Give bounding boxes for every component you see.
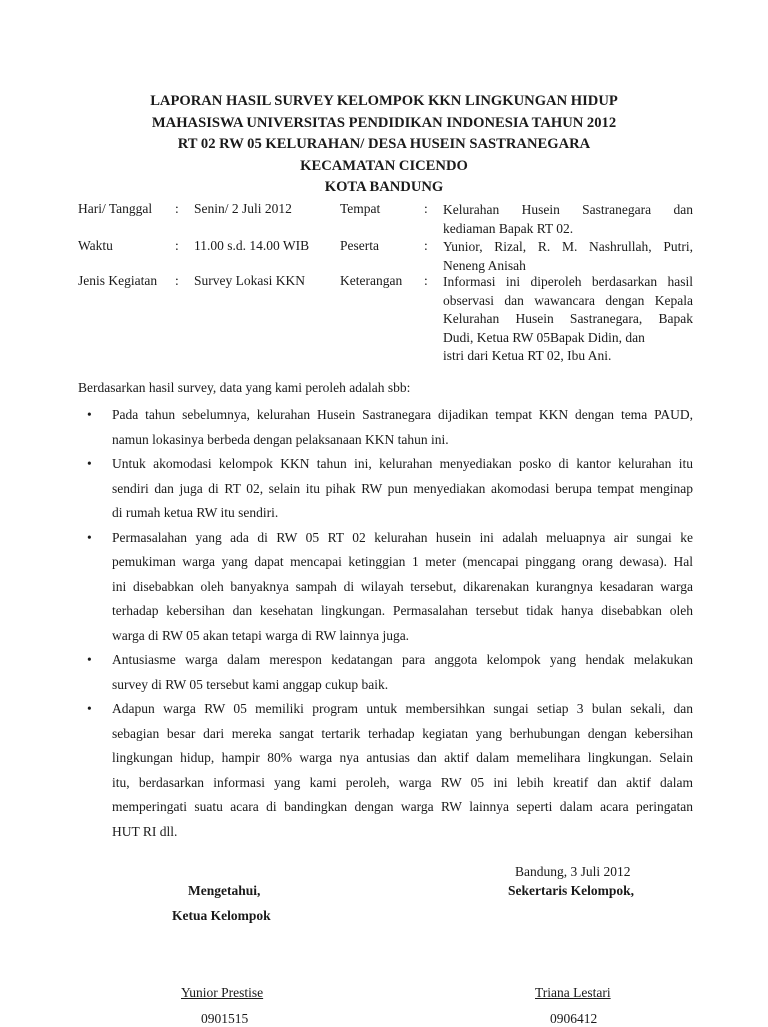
list-item-line: itu, berdasarkan informasi yang kami peroleh, warga RW 05 ini lebih kreatif dan aktif dalam xyxy=(112,774,693,790)
list-item-line: Adapun warga RW 05 memiliki program untuk membersihkan sungai setiap 3 bulan sekali, dan xyxy=(112,701,693,716)
info-value xyxy=(443,201,693,238)
info-value xyxy=(443,273,693,366)
place-date: Bandung, 3 Juli 2012 xyxy=(515,864,631,879)
list-item-line: ini disebabkan oleh banyaknya sampah di wilayah tersebut, dikarenakan kurangnya kesadaran warga xyxy=(112,578,693,594)
title-line: KOTA BANDUNG xyxy=(324,179,444,195)
list-item-line: survey di RW 05 tersebut kami anggap cukup baik. xyxy=(112,676,389,692)
bullet-icon: • xyxy=(87,407,92,422)
info-colon: : xyxy=(424,201,428,216)
info-value-line: Informasi ini diperoleh berdasarkan hasil xyxy=(443,274,693,289)
title-line: LAPORAN HASIL SURVEY KELOMPOK KKN LINGKUNGAN HIDUP xyxy=(150,93,618,109)
info-value-line: Neneng Anisah xyxy=(443,257,526,273)
leader-id: 0901515 xyxy=(201,1011,249,1026)
info-row-time xyxy=(78,238,693,273)
list-item-line: sebagian besar dari mereka sangat tertarik terhadap kegiatan yang berhubungan dengan kebersihan xyxy=(112,725,693,741)
leader-role: Ketua Kelompok xyxy=(172,908,271,923)
list-item xyxy=(85,697,693,844)
info-value: Survey Lokasi KKN xyxy=(194,273,305,288)
list-item-line: namun lokasinya berbeda dengan pelaksanaan KKN tahun ini. xyxy=(112,431,449,447)
info-row-activity xyxy=(78,273,693,368)
list-item-line: HUT RI dll. xyxy=(112,823,178,839)
list-item-line: lingkungan hidup, hampir 80% warga nya antusias dan aktif dalam memelihara lingkungan. Selain xyxy=(112,750,693,765)
info-label: Waktu xyxy=(78,238,113,253)
list-item xyxy=(85,452,693,526)
intro-text: Berdasarkan hasil survey, data yang kami peroleh adalah sbb: xyxy=(78,380,411,395)
list-item-line: pemukiman warga yang dapat mencapai ketinggian 1 meter (mencapai pinggang orang dewasa). Hal xyxy=(112,554,693,569)
info-colon: : xyxy=(175,201,179,216)
findings-list xyxy=(85,403,693,844)
info-row-date xyxy=(78,201,693,238)
info-colon: : xyxy=(424,238,428,253)
bullet-icon: • xyxy=(87,456,92,471)
info-value-line: Dudi, Ketua RW 05Bapak Didin, dan xyxy=(443,329,645,345)
leader-name: Yunior Prestise xyxy=(181,985,264,1000)
info-label: Peserta xyxy=(340,238,379,253)
info-value-line: observasi dan wawancara dengan Kepala xyxy=(443,292,693,308)
info-label: Jenis Kegiatan xyxy=(78,273,158,288)
bullet-icon: • xyxy=(87,529,92,545)
title-line: RT 02 RW 05 KELURAHAN/ DESA HUSEIN SASTRANEGARA xyxy=(177,136,591,152)
list-item-line: terhadap kebersihan dan kesehatan lingkungan. Permasalahan tersebut tidak hanya disebabkan oleh xyxy=(112,603,693,618)
info-label: Tempat xyxy=(340,201,381,216)
info-value-line: Kelurahan Husein Sastranegara dan xyxy=(443,202,693,217)
list-item-line: warga di RW 05 akan tetapi warga di RW lainnya juga. xyxy=(112,627,410,643)
list-item-line: sendiri dan juga di RT 02, selain itu pihak RW pun menyediakan akomodasi berupa tempat menginap xyxy=(112,480,693,496)
title-line: MAHASISWA UNIVERSITAS PENDIDIKAN INDONESIA TAHUN 2012 xyxy=(151,114,617,131)
list-item-line: Antusiasme warga dalam merespon kedatangan para anggota kelompok yang hendak melakukan xyxy=(112,652,693,667)
info-value-line: Kelurahan Husein Sastranegara, Bapak xyxy=(443,311,693,326)
info-label: Keterangan xyxy=(340,273,403,288)
secretary-name: Triana Lestari xyxy=(535,985,611,1000)
info-value-line: Yunior, Rizal, R. M. Nashrullah, Putri, xyxy=(443,239,693,254)
info-colon: : xyxy=(424,273,428,288)
acknowledged-label: Mengetahui, xyxy=(188,883,261,898)
list-item-line: Untuk akomodasi kelompok KKN tahun ini, kelurahan menyediakan posko di kantor kelurahan itu xyxy=(112,456,693,471)
list-item-line: Permasalahan yang ada di RW 05 RT 02 kelurahan husein ini adalah meluapnya air sungai ke xyxy=(112,529,693,545)
bullet-icon: • xyxy=(87,701,92,716)
info-value: 11.00 s.d. 14.00 WIB xyxy=(194,238,310,253)
list-item-line: di rumah ketua RW itu sendiri. xyxy=(112,505,279,520)
info-colon: : xyxy=(175,273,179,288)
list-item-line: Pada tahun sebelumnya, kelurahan Husein Sastranegara dijadikan tempat KKN dengan tema PAUD, xyxy=(112,407,693,422)
info-colon: : xyxy=(175,238,179,253)
list-item xyxy=(85,648,693,697)
info-value-line: istri dari Ketua RT 02, Ibu Ani. xyxy=(443,348,612,363)
list-item-line: memperingati suatu acara di bandingkan dengan warga RW lainnya seperti dalam acara peringatan xyxy=(112,799,693,814)
info-value xyxy=(443,238,693,275)
info-label: Hari/ Tanggal xyxy=(78,201,153,216)
title-line: KECAMATAN CICENDO xyxy=(300,157,468,174)
list-item xyxy=(85,526,693,649)
list-item xyxy=(85,403,693,452)
document-title xyxy=(0,91,768,199)
bullet-icon: • xyxy=(87,652,92,667)
secretary-id: 0906412 xyxy=(550,1011,598,1026)
info-value-line: kediaman Bapak RT 02. xyxy=(443,220,574,236)
info-value: Senin/ 2 Juli 2012 xyxy=(194,201,292,216)
secretary-role: Sekertaris Kelompok, xyxy=(508,883,634,898)
